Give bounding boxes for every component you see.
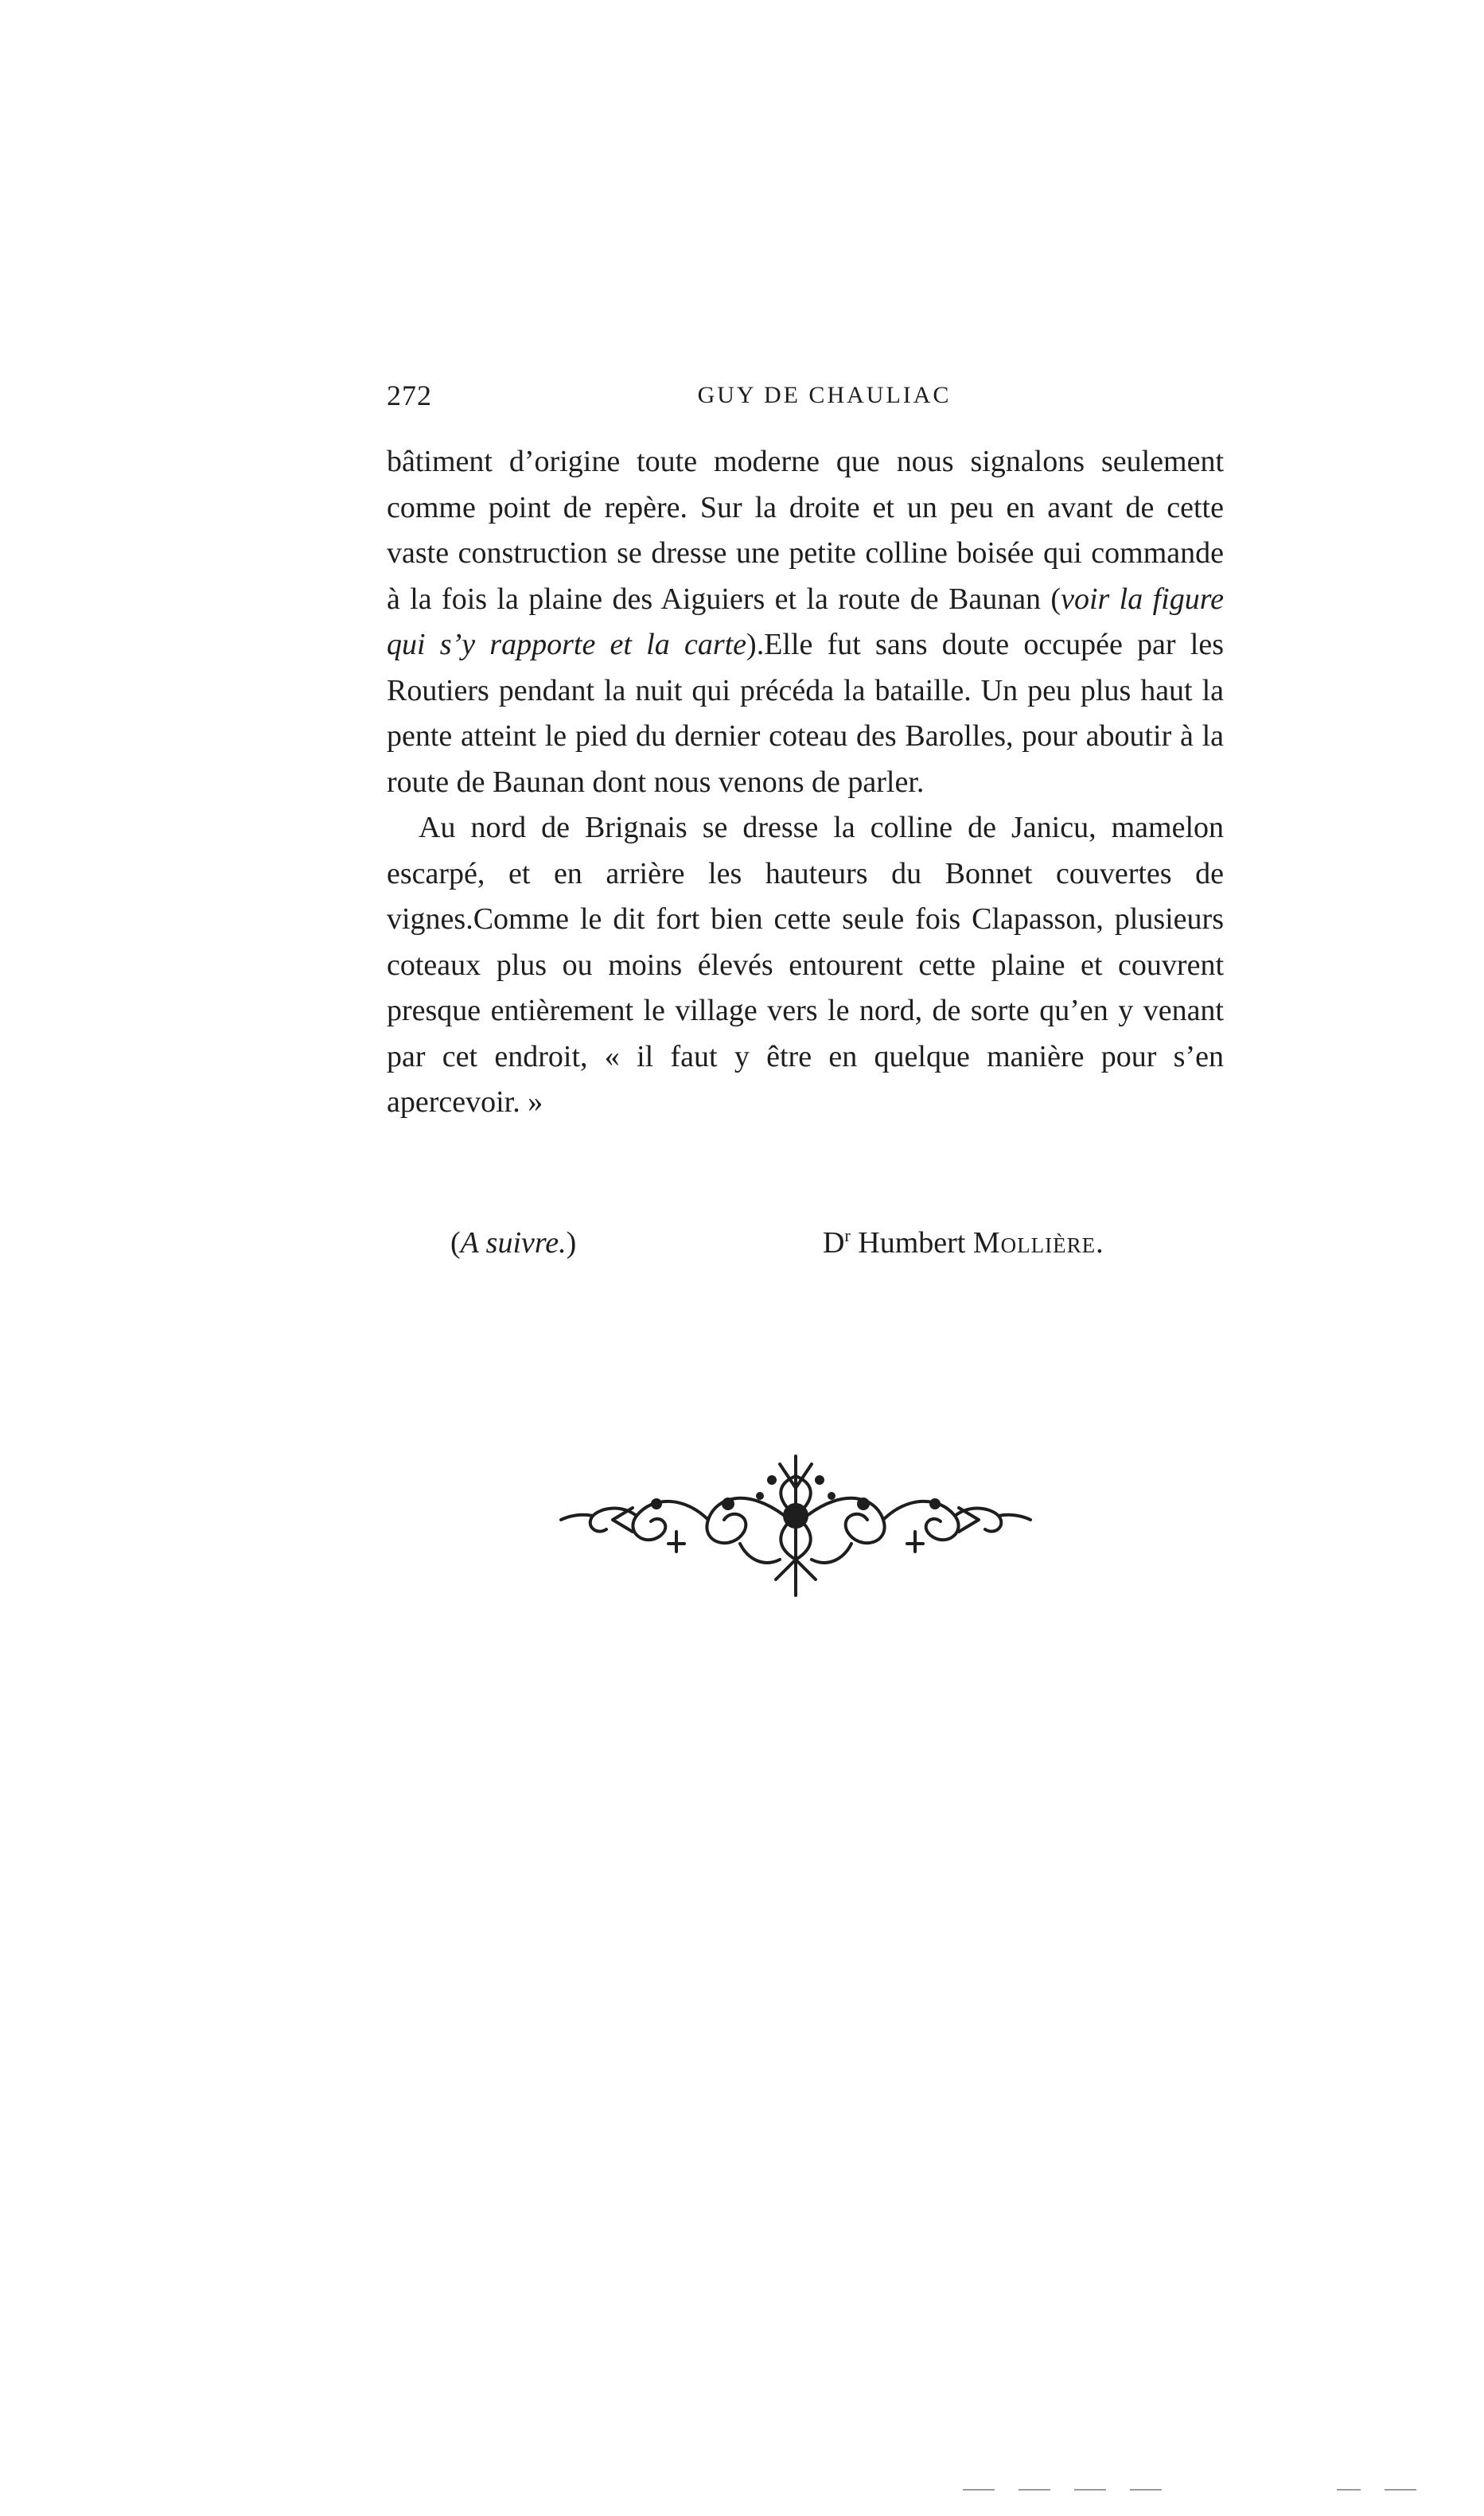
- author-last-name: Mollière.: [972, 1226, 1104, 1260]
- paragraph-1-text-a: bâtiment d’origine toute moderne que nous signalons seulement comme point de repère. Sur la droite et un peu en avant de cette vaste construction se dresse une petite colline boisée qui commande à la fois la plaine des Aiguiers et la route de Baunan (: [387, 445, 1224, 616]
- open-paren: (: [450, 1226, 461, 1260]
- body-text: [387, 439, 1224, 1126]
- paragraph-1-text-b: ).Elle fut sans doute occupée par les Routiers pendant la nuit qui précéda la bataille. Un peu plus haut la pente atteint le pied du dernier coteau des Barolles, pour aboutir à la route de Baunan dont nous venons de parler.: [387, 628, 1224, 799]
- fleuron-ornament-icon: [557, 1440, 1034, 1599]
- close-paren: ): [566, 1226, 577, 1260]
- page-number: 272: [387, 380, 432, 411]
- author-prefix: D: [823, 1226, 845, 1260]
- bottom-edge-marks: [963, 2489, 1424, 2492]
- to-be-continued-label: A suivre.: [460, 1226, 567, 1260]
- paragraph-2: Au nord de Brignais se dresse la colline de Janicu, mamelon escarpé, et en arrière les hauteurs du Bonnet couvertes de vignes.Comme le dit fort bien cette seule fois Clapasson, plusieurs coteaux plus ou moins élevés entourent cette plaine et couvrent presque entièrement le village vers le nord, de sorte qu’en y venant par cet endroit, « il faut y être en quelque manière pour s’en apercevoir. »: [387, 811, 1224, 1119]
- author-signature: [823, 1225, 1104, 1260]
- author-first-name: Humbert: [858, 1226, 966, 1260]
- paragraph-1: [387, 439, 1224, 805]
- author-prefix-sup: r: [844, 1225, 851, 1245]
- closing-line: [387, 1225, 1230, 1273]
- running-title: GUY DE CHAULIAC: [697, 382, 952, 408]
- to-be-continued: [450, 1225, 576, 1260]
- page-header: [387, 379, 1230, 426]
- paragraph-1-italic-ref: voir la figure qui s’y rapporte et la carte: [387, 582, 1224, 661]
